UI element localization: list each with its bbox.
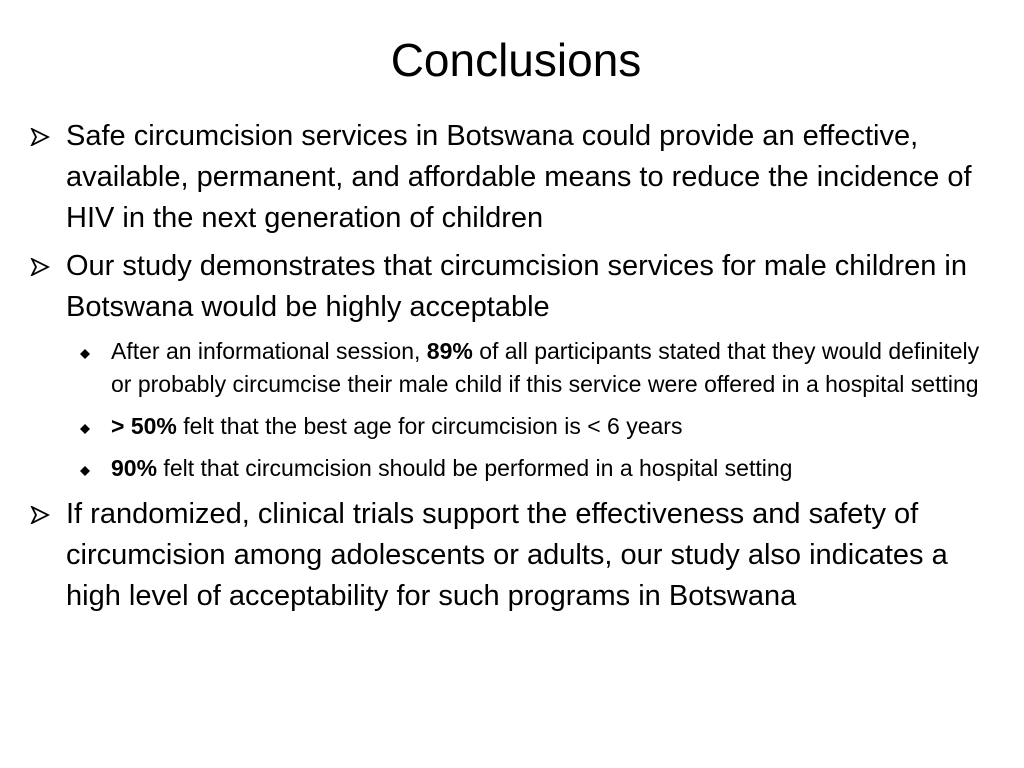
sub-bullet-stat: > 50% <box>111 413 177 439</box>
diamond-bullet-icon <box>80 335 94 368</box>
arrowhead-bullet-icon <box>30 116 58 157</box>
arrowhead-bullet-icon <box>30 246 58 287</box>
sub-bullet-text-post: of all participants stated that they would definitely or probably circumcise their male child if this service were offered in a hospital setting <box>111 338 980 397</box>
sub-bullet-text-pre: After an informational session, <box>111 338 427 364</box>
diamond-bullet-icon <box>80 452 94 485</box>
sub-bullet-stat: 89% <box>426 338 473 364</box>
bullet-item <box>0 116 1024 239</box>
bullet-text: Our study demonstrates that circumcision services for male children in Botswana would be highly acceptable <box>66 250 967 323</box>
sub-bullet-item <box>0 410 1024 443</box>
sub-bullet-item <box>0 335 1024 401</box>
sub-bullet-stat: 90% <box>111 455 158 481</box>
bullet-text: Safe circumcision services in Botswana could provide an effective, available, permanent, and affordable means to reduce the incidence of HIV in the next generation of children <box>66 120 972 234</box>
slide-content <box>0 116 1024 624</box>
bullet-item <box>0 494 1024 617</box>
sub-bullet-text-post: felt that the best age for circumcision is < 6 years <box>176 413 683 439</box>
slide-title: Conclusions <box>390 34 642 86</box>
diamond-bullet-icon <box>80 410 94 443</box>
sub-bullet-item <box>0 452 1024 485</box>
bullet-text: If randomized, clinical trials support the effectiveness and safety of circumcision among adolescents or adults, our study also indicates a high level of acceptability for such programs in Botswana <box>66 498 948 612</box>
sub-bullet-list <box>0 335 1024 485</box>
sub-bullet-text-post: felt that circumcision should be performed in a hospital setting <box>157 455 793 481</box>
bullet-item <box>0 246 1024 328</box>
arrowhead-bullet-icon <box>30 494 58 535</box>
